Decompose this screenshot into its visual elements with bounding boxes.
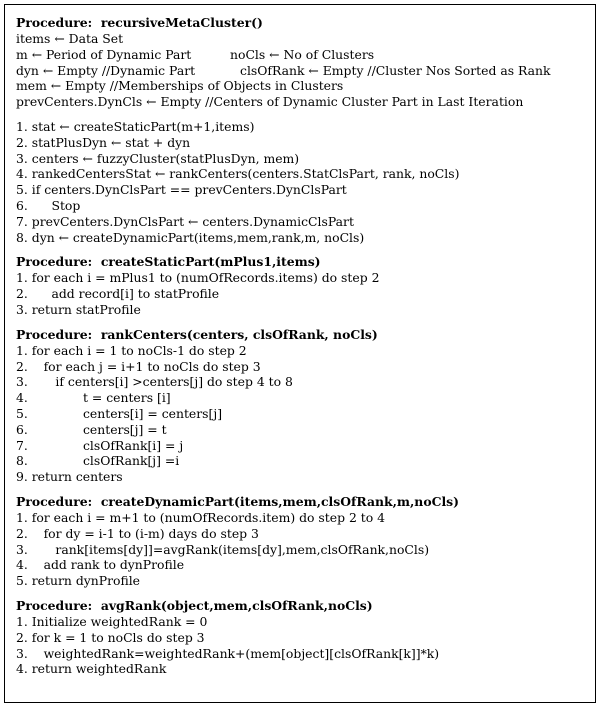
step-line xyxy=(16,230,595,246)
spacer xyxy=(16,245,595,254)
step-line-text: 4. rankedCentersStat ← rankCenters(centers.StatClsPart, rank, noCls) xyxy=(16,166,460,182)
step-line-text: 3. centers ← fuzzyCluster(statPlusDyn, mem) xyxy=(16,150,300,166)
step-line xyxy=(16,166,595,182)
declaration-line xyxy=(16,63,595,79)
step-line-text: 2. statPlusDyn ← stat + dyn xyxy=(16,134,191,150)
declaration-line-right-text: noCls ← No of Clusters xyxy=(230,46,375,62)
spacer xyxy=(16,110,595,119)
step-line-text: 1. stat ← createStaticPart(m+1,items) xyxy=(16,118,255,134)
declaration-line xyxy=(16,94,595,110)
step-line xyxy=(16,198,595,214)
step-line xyxy=(16,390,595,406)
step-line-text: 3. weightedRank=weightedRank+(mem[object][clsOfRank[k]]*k) xyxy=(16,645,440,661)
step-line xyxy=(16,359,595,375)
procedure-title: Procedure: recursiveMetaCluster() xyxy=(16,15,263,30)
step-line xyxy=(16,573,595,589)
step-line-text: 1. for each i = mPlus1 to (numOfRecords.items) do step 2 xyxy=(16,270,380,286)
step-line-text: 5. centers[i] = centers[j] xyxy=(16,405,223,421)
step-line xyxy=(16,526,595,542)
step-line-text: 4. add rank to dynProfile xyxy=(16,557,185,573)
step-line xyxy=(16,661,595,677)
step-line xyxy=(16,286,595,302)
declaration-line xyxy=(16,31,595,47)
spacer xyxy=(16,589,595,598)
step-line xyxy=(16,343,595,359)
declaration-line-text: prevCenters.DynCls ← Empty //Centers of Dynamic Cluster Part in Last Iteration xyxy=(16,94,524,110)
step-line xyxy=(16,453,595,469)
spacer xyxy=(16,485,595,494)
step-line-text: 7. clsOfRank[i] = j xyxy=(16,437,184,453)
procedure-block xyxy=(16,254,595,326)
procedure-title: Procedure: createDynamicPart(items,mem,clsOfRank,m,noCls) xyxy=(16,493,459,509)
step-line xyxy=(16,214,595,230)
step-line-text: 2. for k = 1 to noCls do step 3 xyxy=(16,629,205,645)
procedure-block xyxy=(16,327,595,494)
step-line-text: 5. return dynProfile xyxy=(16,573,141,589)
step-line xyxy=(16,374,595,390)
step-line-text: 4. t = centers [i] xyxy=(16,390,171,406)
step-line xyxy=(16,438,595,454)
declaration-line xyxy=(16,47,595,63)
step-line-text: 1. for each i = 1 to noCls-1 do step 2 xyxy=(16,342,247,358)
step-line-text: 9. return centers xyxy=(16,469,123,485)
step-line xyxy=(16,422,595,438)
step-line-text: 6. centers[j] = t xyxy=(16,421,167,437)
step-line xyxy=(16,614,595,630)
procedure-block xyxy=(16,15,595,254)
step-line-text: 4. return weightedRank xyxy=(16,661,167,677)
step-line xyxy=(16,135,595,151)
step-line-text: 8. dyn ← createDynamicPart(items,mem,rank,m, noCls) xyxy=(16,229,365,245)
spacer xyxy=(16,318,595,327)
step-line-text: 1. Initialize weightedRank = 0 xyxy=(16,613,208,629)
step-line xyxy=(16,469,595,485)
algorithm-box xyxy=(4,4,596,703)
procedure-title: Procedure: createStaticPart(mPlus1,items) xyxy=(16,254,321,270)
step-line xyxy=(16,270,595,286)
step-line xyxy=(16,302,595,318)
declaration-line xyxy=(16,78,595,94)
step-line xyxy=(16,630,595,646)
step-line-text: 7. prevCenters.DynClsPart ← centers.DynamicClsPart xyxy=(16,213,354,229)
step-line xyxy=(16,151,595,167)
step-line xyxy=(16,557,595,573)
declaration-line-text: items ← Data Set xyxy=(16,31,124,46)
step-line-text: 6. Stop xyxy=(16,197,81,213)
procedure-block xyxy=(16,494,595,598)
declaration-line-text: mem ← Empty //Memberships of Objects in Clusters xyxy=(16,78,344,94)
step-line-text: 5. if centers.DynClsPart == prevCenters.DynClsPart xyxy=(16,182,347,198)
step-line-text: 8. clsOfRank[j] =i xyxy=(16,453,180,469)
procedure-title: Procedure: rankCenters(centers, clsOfRank, noCls) xyxy=(16,326,378,342)
step-line-text: 3. return statProfile xyxy=(16,301,141,317)
procedure-title: Procedure: avgRank(object,mem,clsOfRank,noCls) xyxy=(16,597,373,613)
step-line-text: 2. for dy = i-1 to (i-m) days do step 3 xyxy=(16,525,259,541)
step-line xyxy=(16,510,595,526)
step-line xyxy=(16,542,595,558)
step-line xyxy=(16,406,595,422)
step-line-text: 3. rank[items[dy]]=avgRank(items[dy],mem,clsOfRank,noCls) xyxy=(16,541,430,557)
step-line-text: 1. for each i = m+1 to (numOfRecords.item) do step 2 to 4 xyxy=(16,509,386,525)
step-line-text: 2. for each j = i+1 to noCls do step 3 xyxy=(16,358,261,374)
step-line xyxy=(16,646,595,662)
step-line xyxy=(16,182,595,198)
step-line-text: 2. add record[i] to statProfile xyxy=(16,286,220,302)
declaration-line-text: dyn ← Empty //Dynamic Part xyxy=(16,62,196,78)
declaration-line-text: m ← Period of Dynamic Part xyxy=(16,46,192,62)
procedure-block xyxy=(16,598,595,677)
step-line xyxy=(16,119,595,135)
declaration-line-right-text: clsOfRank ← Empty //Cluster Nos Sorted as Rank xyxy=(240,62,551,78)
step-line-text: 3. if centers[i] >centers[j] do step 4 to 8 xyxy=(16,374,293,390)
